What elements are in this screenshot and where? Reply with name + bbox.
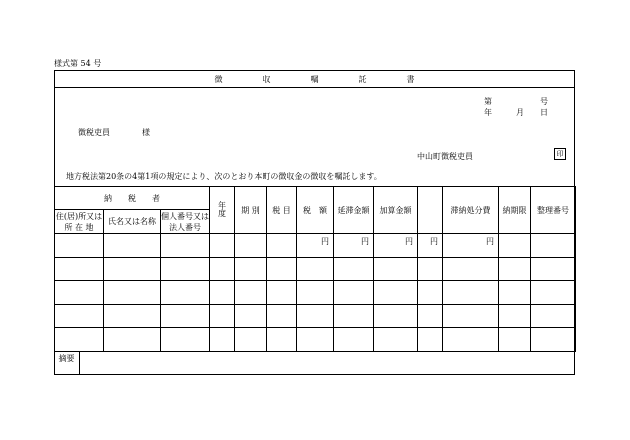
table-cell[interactable]: [297, 257, 334, 281]
table-cell[interactable]: [374, 257, 418, 281]
table-cell[interactable]: [104, 257, 161, 281]
col-year: 年度: [210, 187, 235, 234]
memo-label: 摘要: [54, 352, 80, 375]
col-name: 氏名又は名称: [104, 210, 161, 234]
document-number-line: 第 号: [484, 97, 548, 106]
table-cell[interactable]: [161, 257, 210, 281]
table-cell[interactable]: [210, 234, 235, 258]
form-number-label: 様式第 54 号: [54, 59, 102, 68]
table-cell[interactable]: [499, 234, 531, 258]
col-address: 住(居)所又は 所 在 地: [55, 211, 103, 232]
table-cell[interactable]: [161, 304, 210, 328]
table-body: [55, 234, 576, 352]
seal-mark: 印: [554, 148, 566, 160]
table-cell[interactable]: [267, 257, 297, 281]
table-cell[interactable]: [55, 257, 104, 281]
table-cell[interactable]: [235, 304, 267, 328]
table-cell[interactable]: [531, 234, 576, 258]
title-row: [54, 70, 575, 88]
table-cell[interactable]: [374, 281, 418, 305]
table-cell[interactable]: [235, 257, 267, 281]
table-cell[interactable]: [235, 328, 267, 352]
table-cell[interactable]: [531, 304, 576, 328]
col-ref-number: 整理番号: [531, 187, 576, 234]
table-cell[interactable]: [334, 328, 374, 352]
table-cell[interactable]: [531, 328, 576, 352]
table-cell[interactable]: [499, 304, 531, 328]
table-cell[interactable]: [161, 281, 210, 305]
table-cell[interactable]: [374, 304, 418, 328]
addressee: 徴税吏員 様: [78, 128, 150, 137]
tax-table: [54, 186, 576, 352]
table-cell[interactable]: [267, 328, 297, 352]
table-cell[interactable]: [499, 281, 531, 305]
table-cell[interactable]: [499, 328, 531, 352]
table-cell[interactable]: [55, 281, 104, 305]
issuer: 中山町徴税吏員: [417, 152, 473, 161]
taxpayer-header: 納 税 者: [55, 187, 210, 210]
table-cell[interactable]: [104, 304, 161, 328]
col-tax-amount: 税 額: [297, 187, 334, 234]
table-row: [55, 281, 576, 305]
col-blank: [418, 187, 443, 234]
table-cell[interactable]: [297, 328, 334, 352]
table-cell[interactable]: [443, 328, 499, 352]
table-cell[interactable]: [418, 281, 443, 305]
date-line: 年 月 日: [484, 108, 548, 117]
table-cell[interactable]: [334, 257, 374, 281]
table-cell[interactable]: [55, 304, 104, 328]
col-additional: 加算金額: [374, 187, 418, 234]
table-cell[interactable]: [161, 328, 210, 352]
col-due-date: 納期限: [499, 187, 531, 234]
table-cell[interactable]: [418, 257, 443, 281]
table-cell[interactable]: [55, 234, 104, 258]
table-cell[interactable]: [267, 304, 297, 328]
yen-unit: 円: [334, 234, 374, 258]
table-row: [55, 328, 576, 352]
table-cell[interactable]: [267, 281, 297, 305]
table-cell[interactable]: [104, 234, 161, 258]
form-title: 徴収嘱託書: [214, 75, 455, 84]
table-cell[interactable]: [297, 281, 334, 305]
table-row: [55, 234, 576, 258]
table-cell[interactable]: [334, 304, 374, 328]
table-cell[interactable]: [418, 328, 443, 352]
table-row: [55, 257, 576, 281]
table-cell[interactable]: [267, 234, 297, 258]
yen-unit: 円: [443, 234, 499, 258]
col-tax-item: 税 目: [267, 187, 297, 234]
date-block: [484, 96, 548, 118]
table-cell[interactable]: [235, 281, 267, 305]
table-cell[interactable]: [161, 234, 210, 258]
table-cell[interactable]: [443, 304, 499, 328]
table-cell[interactable]: [531, 257, 576, 281]
yen-unit: 円: [297, 234, 334, 258]
col-number: 個人番号又は法人番号: [161, 211, 209, 232]
table-cell[interactable]: [210, 328, 235, 352]
col-delinquency: 延滞金額: [334, 187, 374, 234]
intro-text: 地方税法第20条の4第1項の規定により、次のとおり本町の徴収金の徴収を嘱託します。: [66, 172, 382, 181]
yen-unit: 円: [374, 234, 418, 258]
table-cell[interactable]: [210, 257, 235, 281]
yen-unit: 円: [418, 234, 443, 258]
table-cell[interactable]: [443, 281, 499, 305]
table-cell[interactable]: [235, 234, 267, 258]
table-cell[interactable]: [55, 328, 104, 352]
table-cell[interactable]: [499, 257, 531, 281]
table-cell[interactable]: [443, 257, 499, 281]
table-cell[interactable]: [104, 328, 161, 352]
table-cell[interactable]: [210, 304, 235, 328]
table-cell[interactable]: [334, 281, 374, 305]
table-cell[interactable]: [297, 304, 334, 328]
table-cell[interactable]: [531, 281, 576, 305]
table-row: [55, 304, 576, 328]
table-cell[interactable]: [210, 281, 235, 305]
memo-row: [54, 351, 575, 375]
table-cell[interactable]: [418, 304, 443, 328]
col-period: 期 別: [235, 187, 267, 234]
col-disposition-cost: 滞納処分費: [443, 187, 499, 234]
table-cell[interactable]: [374, 328, 418, 352]
table-cell[interactable]: [104, 281, 161, 305]
